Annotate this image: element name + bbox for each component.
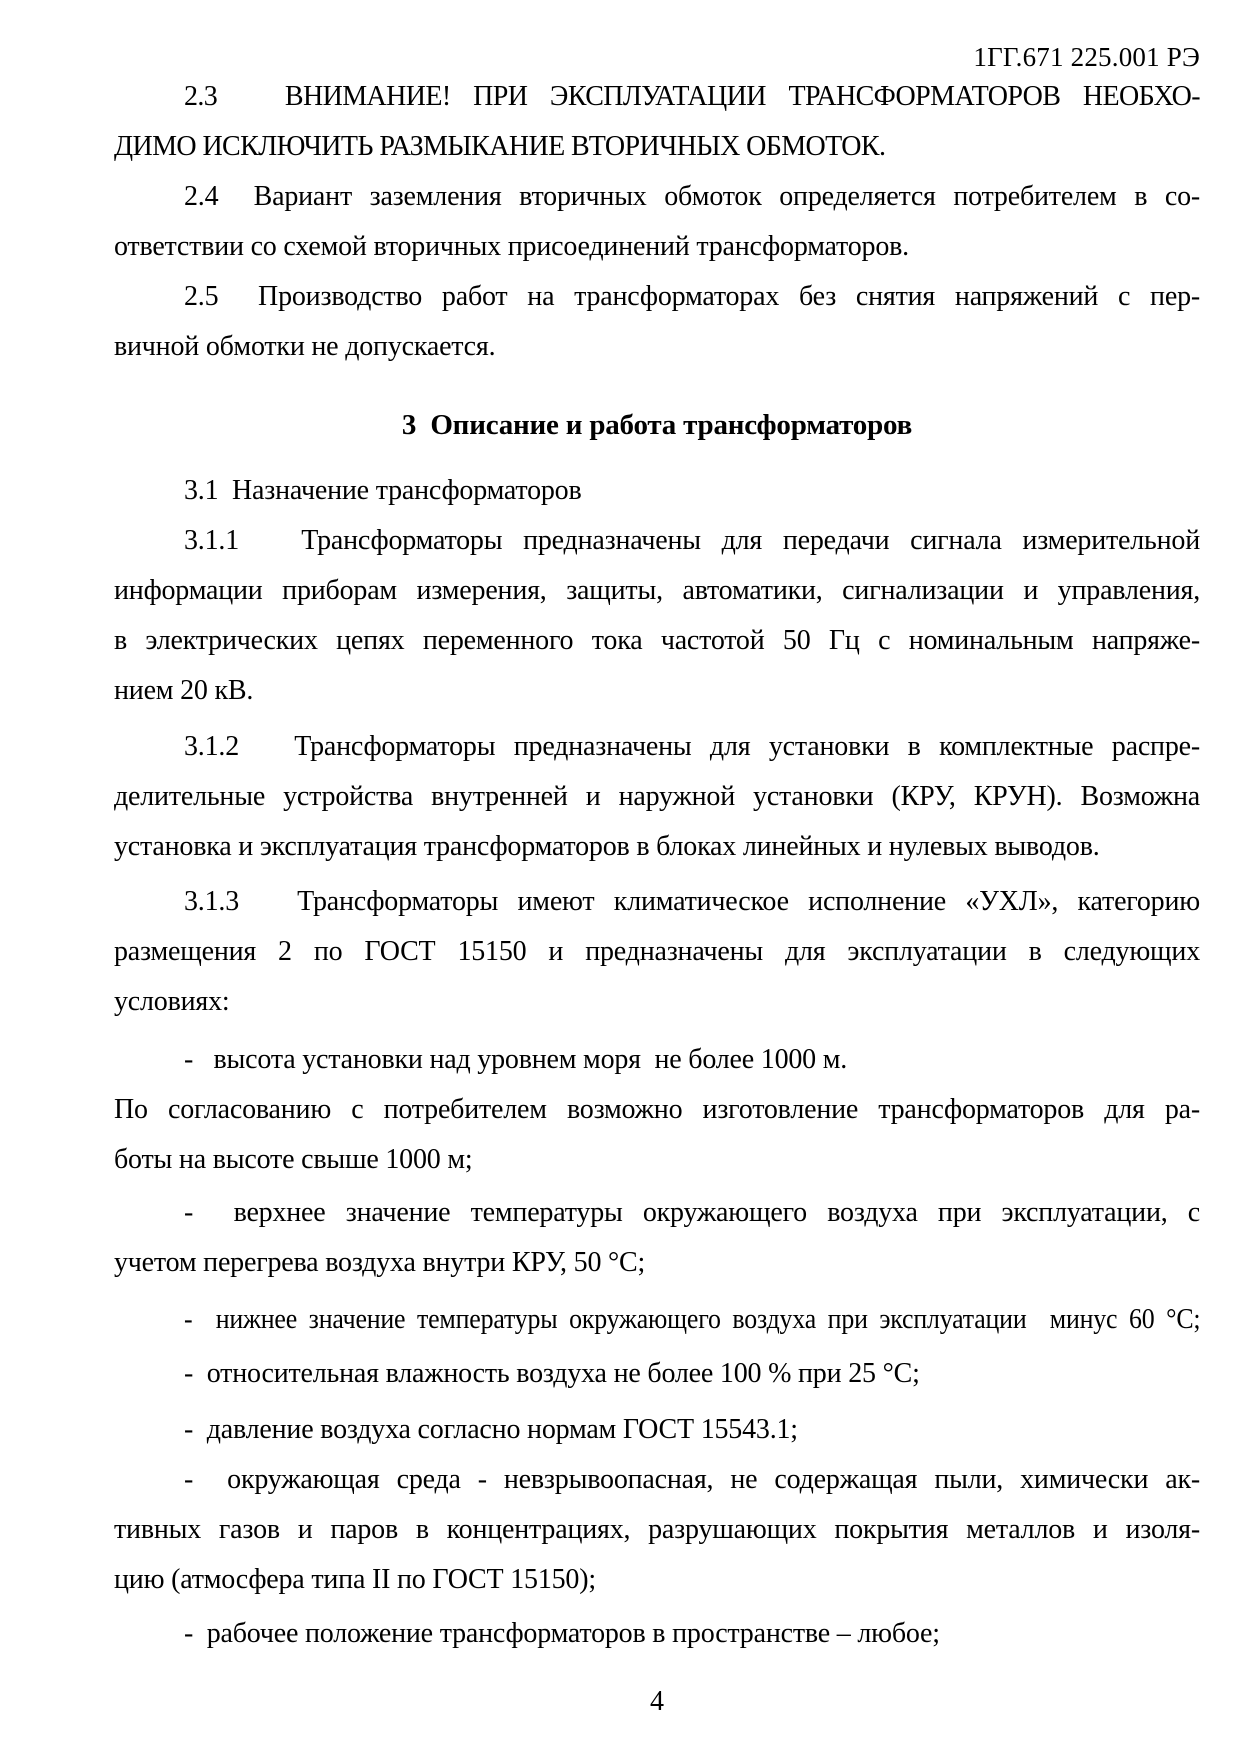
text-line: 3.1.2 Трансформаторы предназначены для установки в комплектные распре- [184, 731, 1200, 762]
text-line: 2.4 Вариант заземления вторичных обмоток определяется потребителем в со- [184, 181, 1200, 212]
page-footer [114, 1677, 1200, 1727]
text-line: По согласованию с потребителем возможно изготовление трансформаторов для ра- [114, 1094, 1200, 1125]
para-3-1-1 [114, 516, 1200, 716]
text-line: - рабочее положение трансформаторов в пространстве – любое; [184, 1618, 940, 1649]
text-line: - давление воздуха согласно нормам ГОСТ 15543.1; [184, 1414, 798, 1445]
page-number: 4 [650, 1686, 664, 1717]
text-line: учетом перегрева воздуха внутри КРУ, 50 °С; [114, 1247, 646, 1278]
text-line: нием 20 кВ. [114, 675, 254, 706]
doc-number: 1ГГ.671 225.001 РЭ [973, 42, 1200, 72]
item-pressure [114, 1405, 1200, 1455]
text-line: - относительная влажность воздуха не более 100 % при 25 °С; [184, 1358, 920, 1389]
section-heading [114, 400, 1200, 450]
text-line: делительные устройства внутренней и наружной установки (КРУ, КРУН). Возможна [114, 781, 1200, 812]
text-line: 2.5 Производство работ на трансформаторах без снятия напряжений с пер- [184, 281, 1200, 312]
text-line: цию (атмосфера типа II по ГОСТ 15150); [114, 1564, 596, 1595]
item-altitude [114, 1035, 1200, 1085]
text-line: условиях: [114, 986, 230, 1017]
item-lower-temp [114, 1295, 1200, 1345]
para-2-4 [114, 172, 1200, 272]
text-line: ДИМО ИСКЛЮЧИТЬ РАЗМЫКАНИЕ ВТОРИЧНЫХ ОБМОТОК. [114, 131, 886, 162]
text-line: 2.3 ВНИМАНИЕ! ПРИ ЭКСПЛУАТАЦИИ ТРАНСФОРМАТОРОВ НЕОБХО- [184, 81, 1200, 112]
text-line: боты на высоте свыше 1000 м; [114, 1144, 473, 1175]
item-humidity [114, 1349, 1200, 1399]
text-line-condensed: - нижнее значение температуры окружающего воздуха при эксплуатации минус 60 °С; [184, 1304, 1201, 1335]
para-3-1 [114, 466, 1200, 516]
text-line: 3.1 Назначение трансформаторов [184, 475, 582, 506]
text-line: ответствии со схемой вторичных присоединений трансформаторов. [114, 231, 909, 262]
text-line: - верхнее значение температуры окружающего воздуха при эксплуатации, с [184, 1197, 1200, 1228]
para-3-1-3 [114, 877, 1200, 1027]
text-line: 3.1.3 Трансформаторы имеют климатическое исполнение «УХЛ», категорию [184, 886, 1200, 917]
text-line: вичной обмотки не допускается. [114, 331, 496, 362]
text-line: размещения 2 по ГОСТ 15150 и предназначены для эксплуатации в следующих [114, 936, 1200, 967]
text-line: - окружающая среда - невзрывоопасная, не содержащая пыли, химически ак- [184, 1464, 1200, 1495]
text-line: - высота установки над уровнем моря не более 1000 м. [184, 1044, 848, 1075]
item-environment [114, 1455, 1200, 1605]
text-line: 3.1.1 Трансформаторы предназначены для передачи сигнала измерительной [184, 525, 1200, 556]
text-line: 3 Описание и работа трансформаторов [401, 409, 913, 441]
para-2-5 [114, 272, 1200, 372]
text-line: установка и эксплуатация трансформаторов в блоках линейных и нулевых выводов. [114, 831, 1100, 862]
document-body [114, 72, 1200, 1659]
item-upper-temp [114, 1188, 1200, 1288]
text-line: информации приборам измерения, защиты, автоматики, сигнализации и управления, [114, 575, 1200, 606]
text-line: тивных газов и паров в концентрациях, разрушающих покрытия металлов и изоля- [114, 1514, 1200, 1545]
para-3-1-2 [114, 722, 1200, 872]
text-line [114, 1295, 1200, 1345]
para-altitude-note [114, 1085, 1200, 1185]
document-content [114, 0, 1200, 1727]
text-line: в электрических цепях переменного тока частотой 50 Гц с номинальным напряже- [114, 625, 1200, 656]
para-2-3 [114, 72, 1200, 172]
item-position [114, 1609, 1200, 1659]
